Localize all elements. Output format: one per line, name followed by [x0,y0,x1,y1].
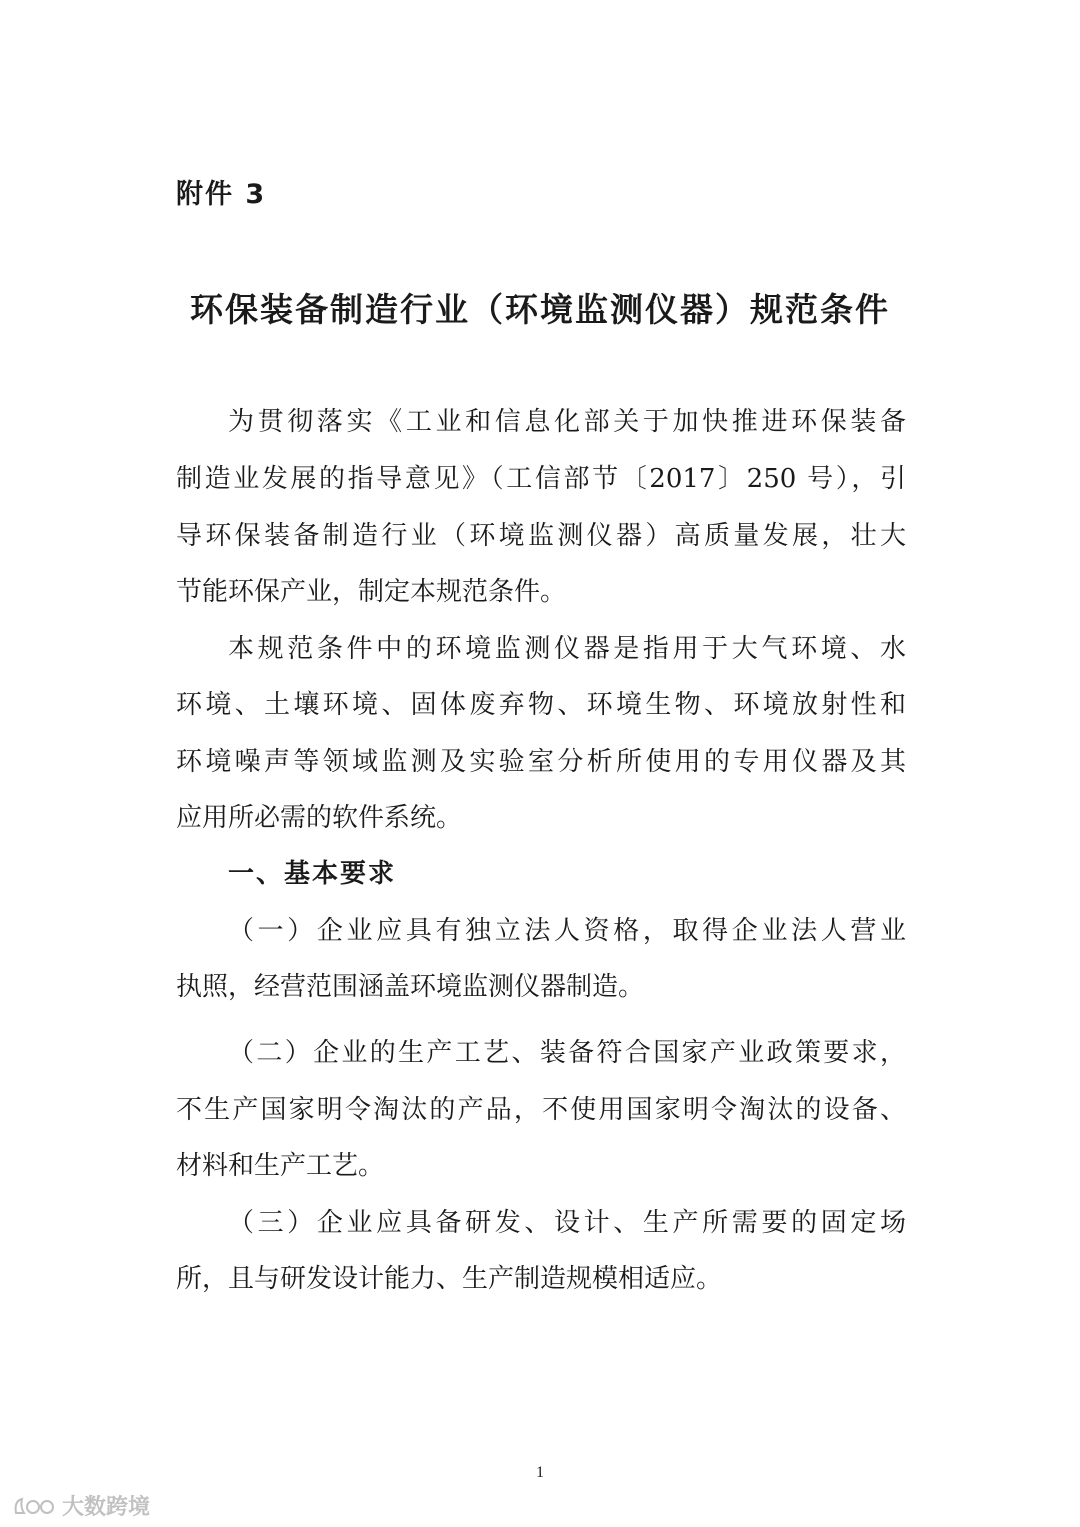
paragraph-line: 应用所必需的软件系统。 [176,803,463,833]
paragraph-line: 导环保装备制造行业（环境监测仪器）高质量发展，壮大 [176,521,906,551]
paragraph-line: 所，且与研发设计能力、生产制造规模相适应。 [176,1264,723,1294]
paragraph-line: 执照，经营范围涵盖环境监测仪器制造。 [176,972,645,1002]
paragraph-line: 为贯彻落实《工业和信息化部关于加快推进环保装备 [228,407,906,437]
watermark [12,1490,150,1521]
paragraph-line: 不生产国家明令淘汰的产品，不使用国家明令淘汰的设备、 [176,1095,906,1125]
paragraph-line: 材料和生产工艺。 [176,1151,385,1181]
paragraph-line: （二）企业的生产工艺、装备符合国家产业政策要求， [228,1038,906,1068]
paragraph-line: （三）企业应具备研发、设计、生产所需要的固定场 [228,1208,906,1238]
watermark-logo-icon [12,1493,56,1519]
document-title: 环保装备制造行业（环境监测仪器）规范条件 [190,290,890,329]
paragraph-line: 制造业发展的指导意见》（工信部节〔2017〕250 号），引 [176,464,906,494]
attachment-label: 附件 3 [176,179,267,210]
paragraph-line: 环境噪声等领域监测及实验室分析所使用的专用仪器及其 [176,747,906,777]
paragraph-line: 节能环保产业，制定本规范条件。 [176,577,567,607]
page-number: 1 [536,1464,544,1481]
paragraph-line: 环境、土壤环境、固体废弃物、环境生物、环境放射性和 [176,690,906,720]
paragraph-line: 本规范条件中的环境监测仪器是指用于大气环境、水 [228,634,906,664]
paragraph-line: （一）企业应具有独立法人资格，取得企业法人营业 [228,916,906,946]
watermark-text: 大数跨境 [62,1495,151,1520]
section-heading: 一、基本要求 [228,859,397,889]
